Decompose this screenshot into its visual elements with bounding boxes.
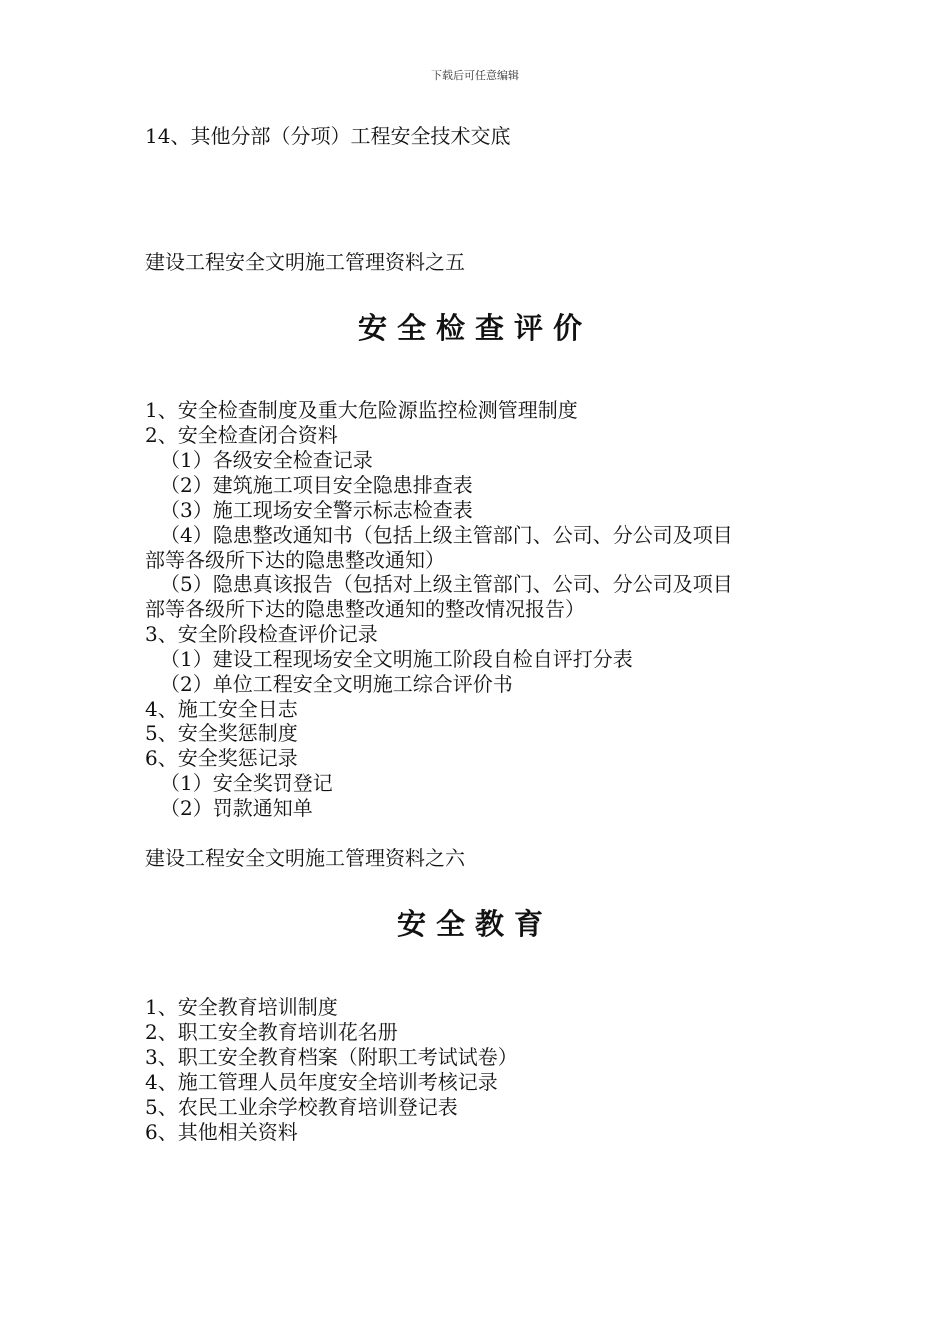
- section5-line-11: （1）建设工程现场安全文明施工阶段自检自评打分表: [160, 647, 633, 671]
- section5-line-16: （1）安全奖罚登记: [160, 771, 333, 795]
- section5-heading: 建设工程安全文明施工管理资料之五: [145, 250, 465, 274]
- section6-line-5: 5、农民工业余学校教育培训登记表: [145, 1095, 458, 1119]
- section5-line-7: 部等各级所下达的隐患整改通知）: [145, 548, 445, 572]
- section5-line-6: （4）隐患整改通知书（包括上级主管部门、公司、分公司及项目: [160, 523, 733, 547]
- section5-line-1: 1、安全检查制度及重大危险源监控检测管理制度: [145, 398, 578, 422]
- section5-line-2: 2、安全检查闭合资料: [145, 423, 338, 447]
- section5-line-9: 部等各级所下达的隐患整改通知的整改情况报告）: [145, 597, 585, 621]
- section6-line-4: 4、施工管理人员年度安全培训考核记录: [145, 1070, 498, 1094]
- section5-line-15: 6、安全奖惩记录: [145, 746, 298, 770]
- section5-line-8: （5）隐患真该报告（包括对上级主管部门、公司、分公司及项目: [160, 572, 733, 596]
- section6-heading: 建设工程安全文明施工管理资料之六: [145, 846, 465, 870]
- section6-line-6: 6、其他相关资料: [145, 1120, 298, 1144]
- section5-line-13: 4、施工安全日志: [145, 697, 298, 721]
- section5-line-3: （1）各级安全检查记录: [160, 448, 373, 472]
- section5-title: 安全检查评价: [357, 311, 592, 345]
- section6-line-1: 1、安全教育培训制度: [145, 995, 338, 1019]
- section5-line-10: 3、安全阶段检查评价记录: [145, 622, 378, 646]
- section5-line-14: 5、安全奖惩制度: [145, 721, 298, 745]
- header-note: 下载后可任意编辑: [431, 69, 519, 82]
- section5-line-4: （2）建筑施工项目安全隐患排查表: [160, 473, 473, 497]
- section5-line-5: （3）施工现场安全警示标志检查表: [160, 498, 473, 522]
- section5-line-17: （2）罚款通知单: [160, 796, 313, 820]
- section5-line-12: （2）单位工程安全文明施工综合评价书: [160, 672, 513, 696]
- section6-title: 安全教育: [396, 907, 553, 941]
- section6-line-3: 3、职工安全教育档案（附职工考试试卷）: [145, 1045, 518, 1069]
- item-14: 14、其他分部（分项）工程安全技术交底: [145, 124, 511, 148]
- section6-line-2: 2、职工安全教育培训花名册: [145, 1020, 398, 1044]
